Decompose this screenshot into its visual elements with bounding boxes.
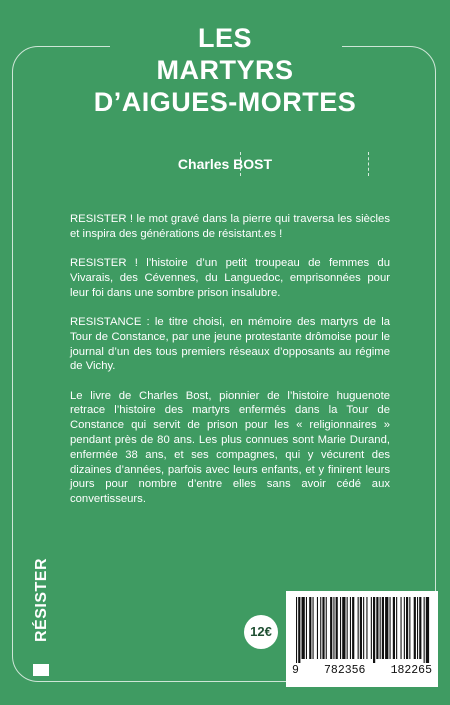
barcode-bar [406, 597, 408, 659]
barcode-bar [371, 597, 372, 659]
blurb-paragraph-2: RESISTER ! l’histoire d’un petit troupeau de femmes du Vivarais, des Cévennes, du Languedoc, emprisonnées pour leur foi dans une sombre prison insalubre. [70, 257, 390, 299]
barcode-bar [296, 597, 297, 663]
isbn-group-1: 782356 [324, 664, 366, 677]
barcode-bar [309, 597, 311, 659]
barcode-bar [393, 597, 395, 659]
price-badge: 12€ [244, 615, 278, 649]
isbn-number [292, 664, 432, 677]
barcode-bar [320, 597, 321, 659]
barcode-bar [414, 597, 416, 659]
barcode-bar [333, 597, 334, 659]
barcode-bar [380, 597, 381, 659]
barcode-bar [396, 597, 397, 659]
title-line-2: MARTYRS [156, 55, 294, 85]
publisher-logo-text: RÉSISTER [33, 558, 50, 643]
barcode-bar [313, 597, 314, 659]
barcode-bar [366, 597, 367, 659]
author-name: Charles BOST [177, 156, 273, 172]
barcode-bar [404, 597, 405, 659]
blurb-paragraph-3: RESISTANCE : le titre choisi, en mémoire des martyrs de la Tour de Constance, par une jeune protestante drômoise pour le journal d’un des tous premiers réseaux d’opposants au régime de Vichy. [70, 315, 390, 373]
barcode-bar [401, 597, 402, 659]
publisher-logo [31, 558, 53, 678]
author-right-rule [368, 152, 369, 176]
blurb-paragraph-1: RESISTER ! le mot gravé dans la pierre qui traversa les siècles et inspira des générations de résistant.es ! [70, 213, 390, 240]
blurb-paragraph-4: Le livre de Charles Bost, pionnier de l’histoire huguenote retrace l’histoire des martyrs enfermés dans la Tour de Constance qui servit de prison pour les « religionnaires » pendant près de 80 ans. Les plus connues sont Marie Durand, enfermée 38 ans, et ses compagnes, qui y vécurent des dizaines d’années, parfois avec leurs enfants, et y finirent leurs jours pour nombre d’entre elles sans avoir cédé aux convertisseurs. [70, 389, 390, 506]
barcode [286, 591, 438, 687]
barcode-bar [376, 597, 378, 659]
barcode-bar [417, 597, 418, 659]
barcode-bar [373, 597, 375, 663]
book-title [0, 22, 450, 118]
barcode-bar [298, 597, 300, 663]
barcode-bar [360, 597, 362, 659]
barcode-bars-icon [292, 597, 432, 663]
isbn-prefix: 9 [292, 664, 299, 677]
barcode-bar [409, 597, 410, 659]
barcode-bar [426, 597, 429, 663]
barcode-bar [352, 597, 354, 659]
barcode-bar [336, 597, 338, 659]
barcode-bar [342, 597, 345, 659]
barcode-bar [350, 597, 351, 659]
barcode-bar [419, 597, 421, 659]
barcode-bar [382, 597, 384, 659]
publisher-mark-icon [33, 664, 49, 676]
barcode-bar [322, 597, 324, 659]
barcode-bar [358, 597, 359, 659]
title-line-1: LES [197, 23, 252, 53]
blurb [70, 212, 390, 522]
barcode-bar [363, 597, 364, 659]
title-line-3: D’AIGUES-MORTES [93, 87, 357, 117]
isbn-group-2: 182265 [390, 664, 432, 677]
barcode-bar [330, 597, 332, 659]
barcode-bar [317, 597, 318, 659]
barcode-bar [306, 597, 307, 659]
barcode-bar [302, 597, 305, 659]
barcode-bar [424, 597, 425, 663]
barcode-bar [347, 597, 348, 659]
barcode-bar [326, 597, 327, 659]
barcode-bar [340, 597, 341, 659]
barcode-bar [390, 597, 391, 659]
barcode-bar [385, 597, 388, 659]
